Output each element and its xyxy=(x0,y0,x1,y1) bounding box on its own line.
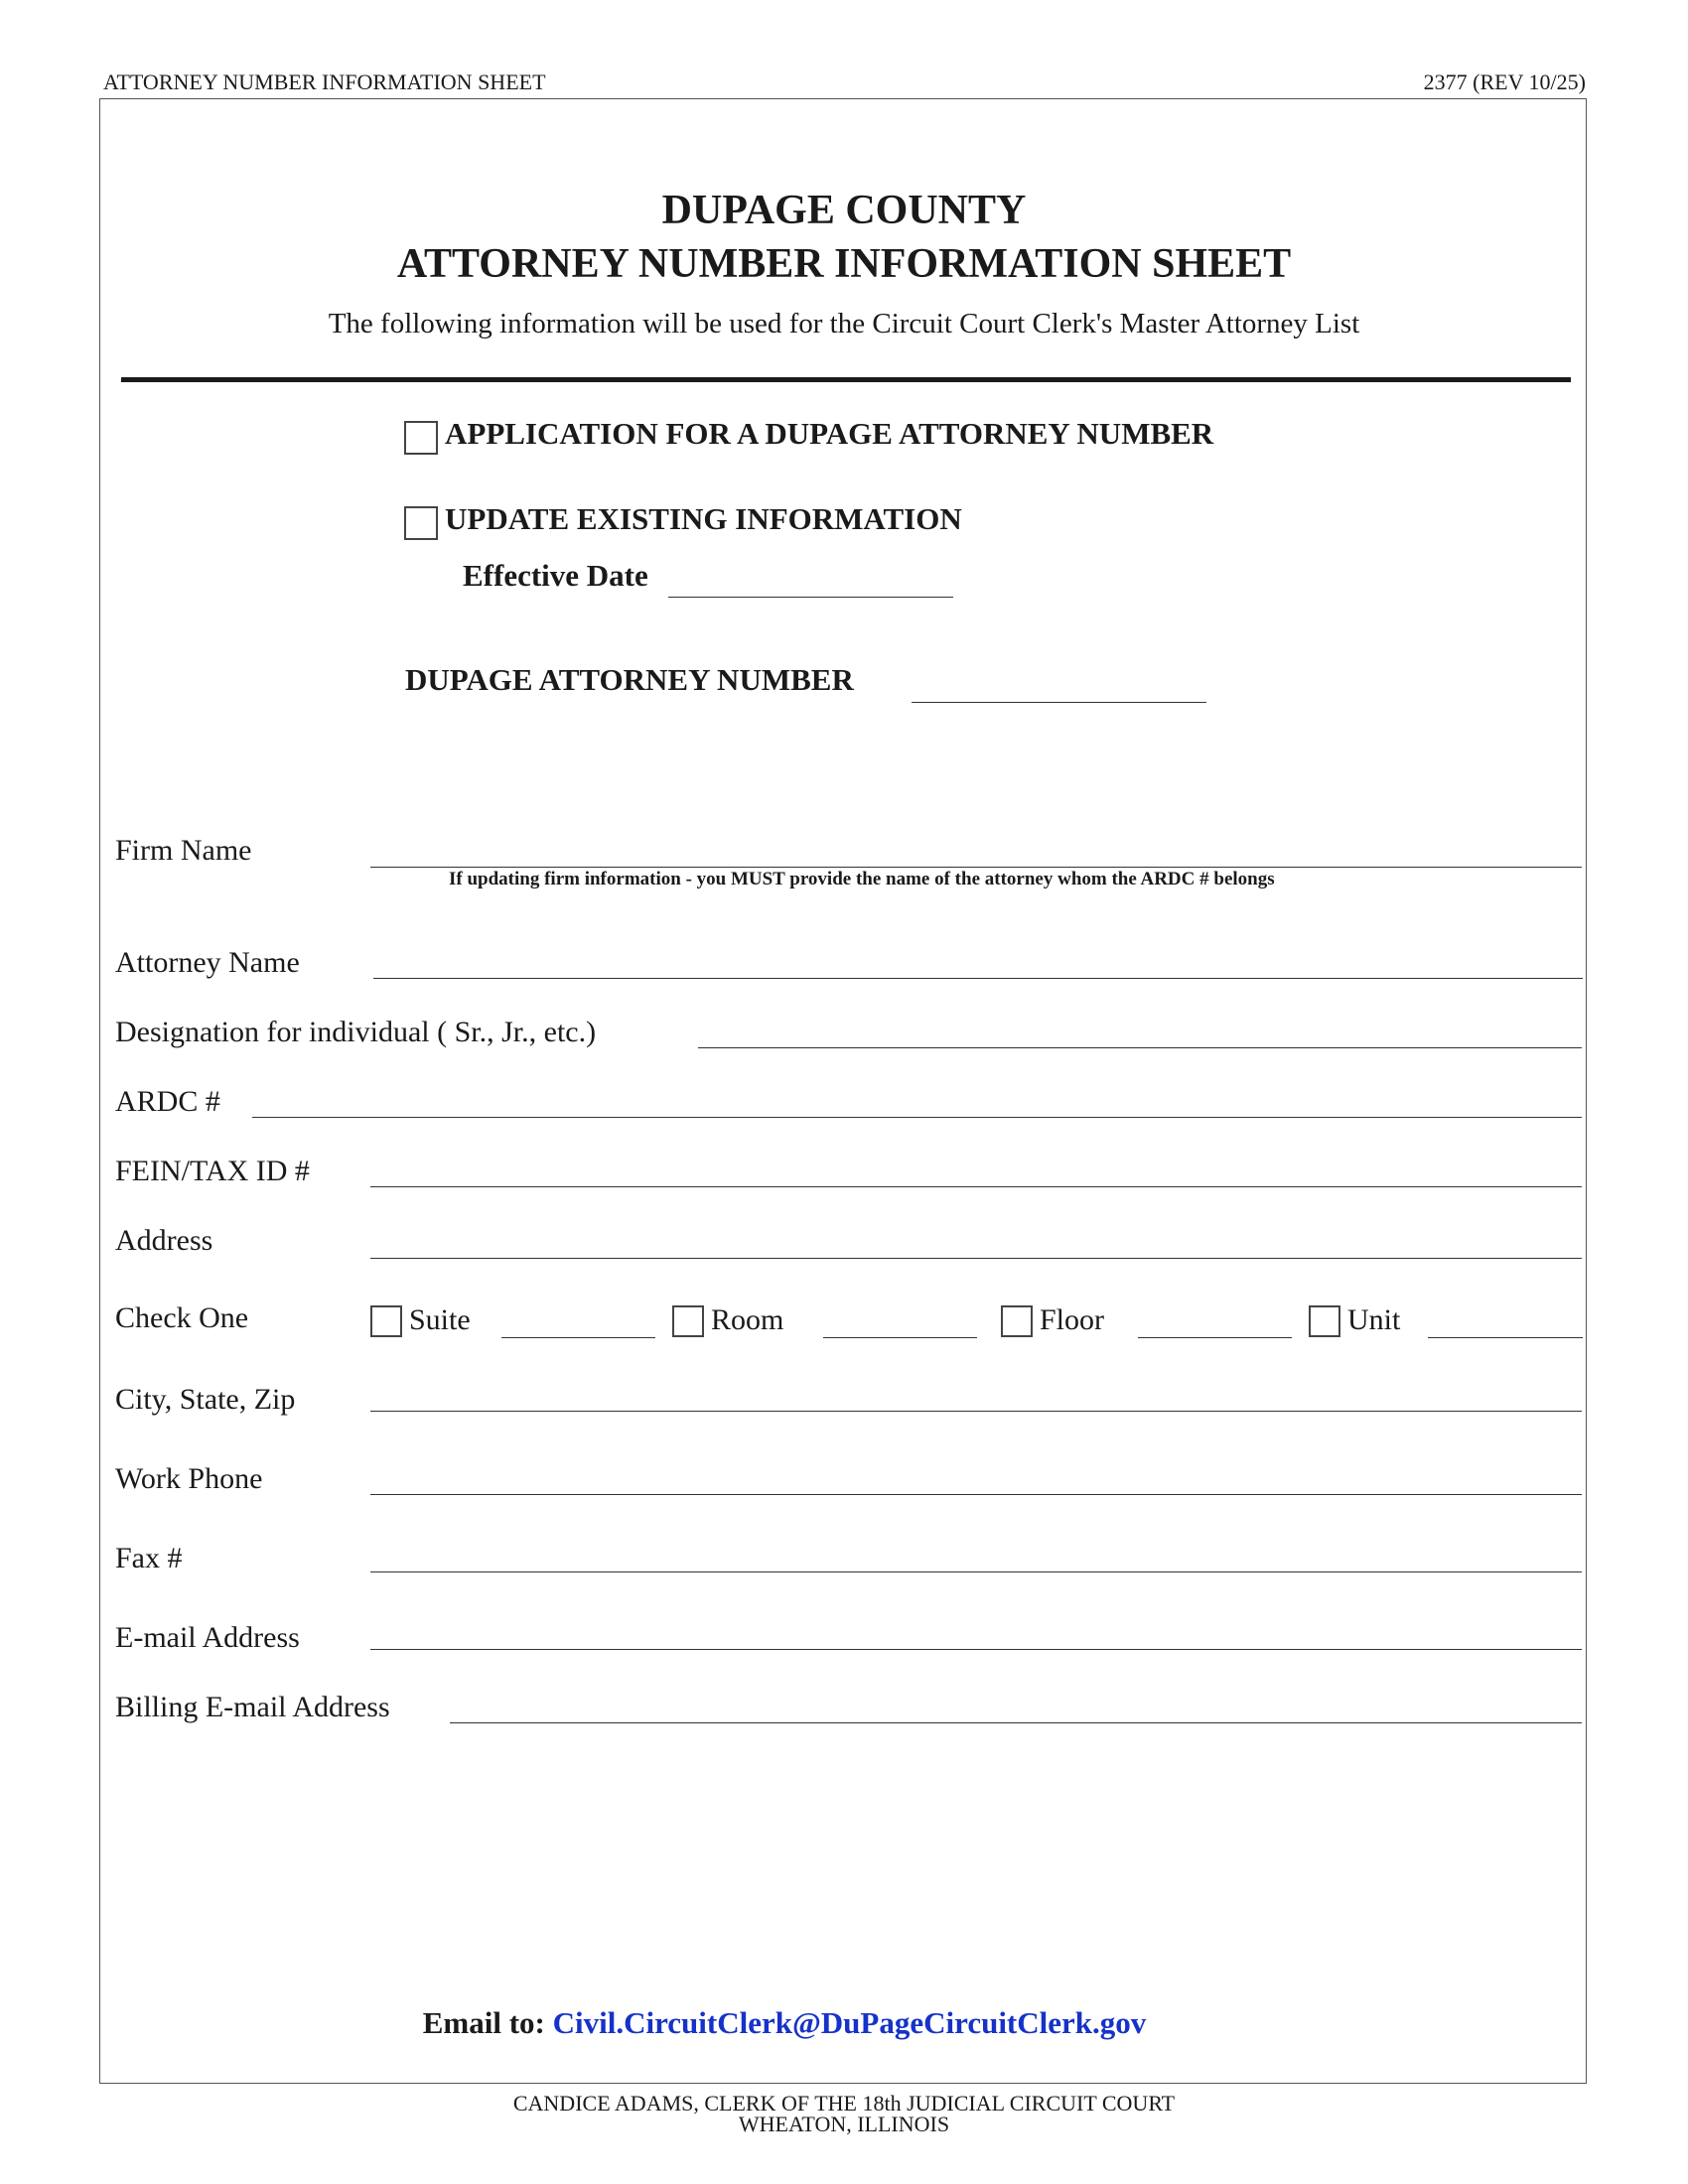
form-frame xyxy=(99,98,1587,2084)
floor-field[interactable] xyxy=(1138,1337,1292,1338)
floor-label: Floor xyxy=(1040,1303,1105,1336)
title-divider xyxy=(121,377,1571,382)
update-label: UPDATE EXISTING INFORMATION xyxy=(445,501,962,536)
fax-field[interactable] xyxy=(370,1571,1582,1572)
county-title: DUPAGE COUNTY xyxy=(661,188,1027,233)
form-header-title: ATTORNEY NUMBER INFORMATION SHEET xyxy=(103,69,546,94)
billing-email-label: Billing E-mail Address xyxy=(115,1691,390,1723)
effective-date-field[interactable] xyxy=(668,597,953,598)
billing-email-field[interactable] xyxy=(450,1722,1582,1723)
effective-date-label: Effective Date xyxy=(463,558,648,593)
suite-label: Suite xyxy=(409,1303,471,1336)
designation-label: Designation for individual ( Sr., Jr., etc.) xyxy=(115,1016,597,1048)
unit-label: Unit xyxy=(1347,1303,1401,1336)
form-subtitle: The following information will be used for the Circuit Court Clerk's Master Attorney List xyxy=(328,308,1360,340)
address-label: Address xyxy=(115,1224,213,1257)
clerk-email-link[interactable]: Civil.CircuitClerk@DuPageCircuitClerk.gov xyxy=(552,2005,1147,2040)
attorney-number-field[interactable] xyxy=(912,702,1206,703)
email-field[interactable] xyxy=(370,1649,1582,1650)
unit-field[interactable] xyxy=(1428,1337,1583,1338)
application-label: APPLICATION FOR A DUPAGE ATTORNEY NUMBER xyxy=(445,416,1214,451)
room-label: Room xyxy=(711,1303,784,1336)
ardc-label: ARDC # xyxy=(115,1085,220,1118)
firm-name-field[interactable] xyxy=(370,867,1582,868)
work-phone-field[interactable] xyxy=(370,1494,1582,1495)
email-label: E-mail Address xyxy=(115,1621,300,1654)
city-state-zip-field[interactable] xyxy=(370,1411,1582,1412)
room-checkbox[interactable] xyxy=(672,1305,704,1337)
firm-note: If updating firm information - you MUST provide the name of the attorney whom the ARDC # belongs xyxy=(449,869,1275,889)
footer-location: WHEATON, ILLINOIS xyxy=(738,2112,950,2136)
suite-checkbox[interactable] xyxy=(370,1305,402,1337)
designation-field[interactable] xyxy=(698,1047,1582,1048)
update-checkbox[interactable] xyxy=(404,506,438,540)
footer-clerk: CANDICE ADAMS, CLERK OF THE 18th JUDICIAL CIRCUIT COURT xyxy=(512,2091,1176,2116)
email-to-label: Email to: xyxy=(422,2005,545,2040)
fein-label: FEIN/TAX ID # xyxy=(115,1155,310,1187)
city-state-zip-label: City, State, Zip xyxy=(115,1383,296,1416)
application-checkbox[interactable] xyxy=(404,421,438,455)
unit-checkbox[interactable] xyxy=(1309,1305,1340,1337)
fax-label: Fax # xyxy=(115,1542,183,1574)
firm-name-label: Firm Name xyxy=(115,834,252,867)
attorney-name-label: Attorney Name xyxy=(115,946,300,979)
form-revision: 2377 (REV 10/25) xyxy=(1423,69,1586,94)
fein-field[interactable] xyxy=(370,1186,1582,1187)
attorney-name-field[interactable] xyxy=(373,978,1583,979)
ardc-field[interactable] xyxy=(252,1117,1582,1118)
suite-field[interactable] xyxy=(501,1337,655,1338)
attorney-number-label: DUPAGE ATTORNEY NUMBER xyxy=(405,662,854,697)
room-field[interactable] xyxy=(823,1337,977,1338)
address-field[interactable] xyxy=(370,1258,1582,1259)
work-phone-label: Work Phone xyxy=(115,1462,263,1495)
form-title: ATTORNEY NUMBER INFORMATION SHEET xyxy=(396,241,1292,287)
check-one-label: Check One xyxy=(115,1301,249,1334)
floor-checkbox[interactable] xyxy=(1001,1305,1033,1337)
email-to xyxy=(0,2005,1569,2041)
